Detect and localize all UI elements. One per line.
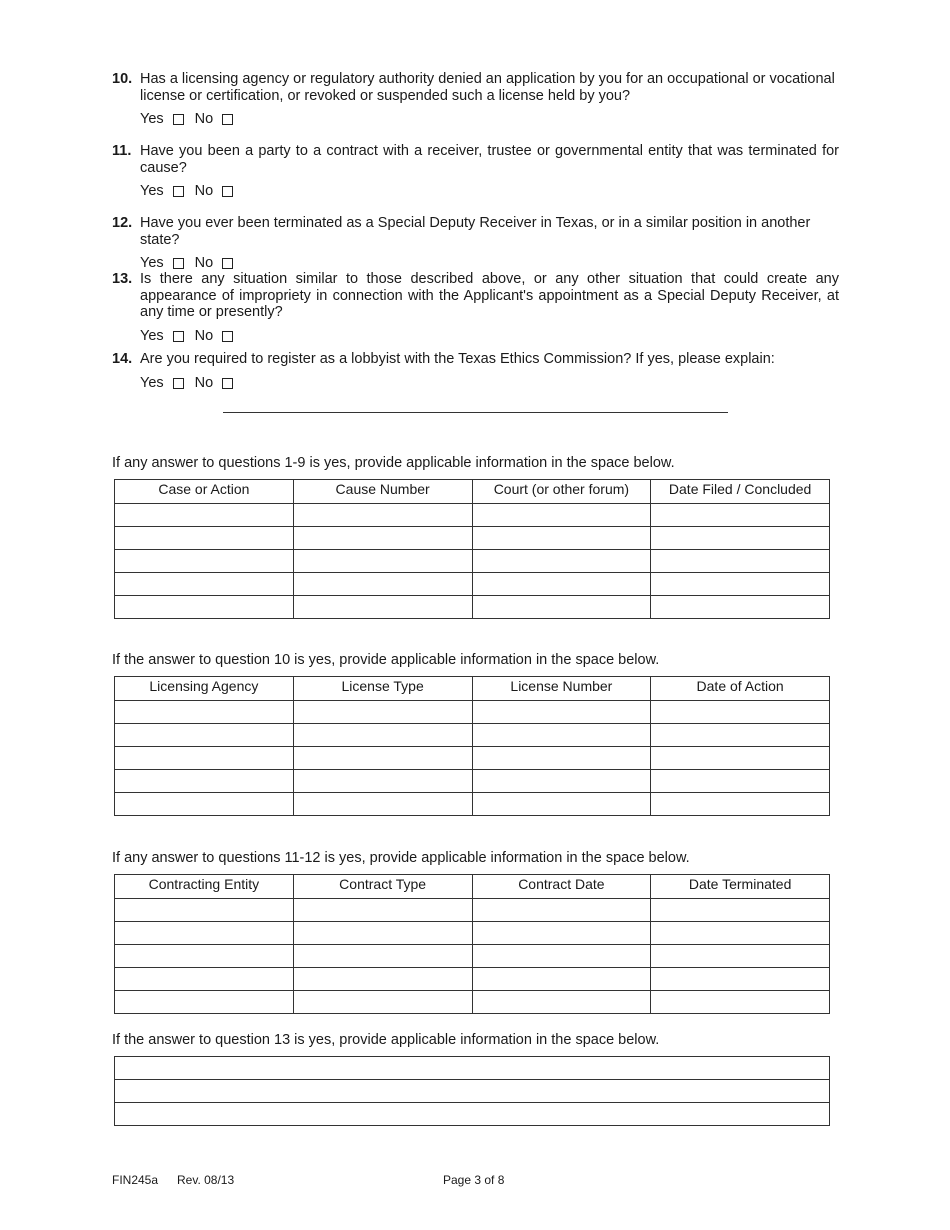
table-cell[interactable] <box>115 1057 830 1080</box>
table-cell[interactable] <box>115 573 294 596</box>
no-checkbox[interactable] <box>222 378 233 389</box>
question-10 <box>112 71 839 128</box>
table-cell[interactable] <box>293 770 472 793</box>
table-cell[interactable] <box>472 701 651 724</box>
table-cell[interactable] <box>472 991 651 1014</box>
table-cell[interactable] <box>472 747 651 770</box>
column-header: License Number <box>472 677 651 701</box>
table-cell[interactable] <box>472 573 651 596</box>
form-revision: Rev. 08/13 <box>177 1173 235 1187</box>
yes-no-group <box>140 328 839 345</box>
table-header-row <box>115 480 830 504</box>
yes-label: Yes <box>140 183 164 200</box>
section-intro: If any answer to questions 11-12 is yes, provide applicable information in the space below. <box>112 850 690 866</box>
table-cell[interactable] <box>115 724 294 747</box>
table-cell[interactable] <box>472 527 651 550</box>
table-cell[interactable] <box>293 991 472 1014</box>
form-id: FIN245a <box>112 1173 159 1187</box>
column-header: Contracting Entity <box>115 875 294 899</box>
table-cell[interactable] <box>472 968 651 991</box>
question-number: 10. <box>112 71 133 87</box>
section-intro: If any answer to questions 1-9 is yes, provide applicable information in the space below. <box>112 455 675 471</box>
table-cell[interactable] <box>651 991 830 1014</box>
question-number: 11. <box>112 143 132 159</box>
table-row <box>115 968 830 991</box>
no-label: No <box>194 255 214 272</box>
table-cell[interactable] <box>472 550 651 573</box>
question-text: Have you been a party to a contract with a receiver, trustee or governmental entity that was terminated for cause? <box>140 143 839 176</box>
column-header: Contract Type <box>293 875 472 899</box>
no-checkbox[interactable] <box>222 186 233 197</box>
table-cell[interactable] <box>472 922 651 945</box>
column-header: License Type <box>293 677 472 701</box>
table-row <box>115 1080 830 1103</box>
table-cell[interactable] <box>651 899 830 922</box>
table-cell[interactable] <box>115 968 294 991</box>
section-intro: If the answer to question 10 is yes, provide applicable information in the space below. <box>112 652 660 668</box>
table-cell[interactable] <box>651 922 830 945</box>
table-cell[interactable] <box>115 527 294 550</box>
yes-checkbox[interactable] <box>173 114 184 125</box>
table-cell[interactable] <box>651 504 830 527</box>
table-cell[interactable] <box>651 747 830 770</box>
table-cell[interactable] <box>472 724 651 747</box>
section-intro: If the answer to question 13 is yes, provide applicable information in the space below. <box>112 1032 660 1048</box>
yes-label: Yes <box>140 111 164 128</box>
table-row <box>115 504 830 527</box>
table-cell[interactable] <box>651 573 830 596</box>
licenses-table <box>114 676 830 816</box>
yes-checkbox[interactable] <box>173 258 184 269</box>
question-number: 14. <box>112 351 133 367</box>
table-cell[interactable] <box>115 1103 830 1126</box>
column-header: Contract Date <box>472 875 651 899</box>
no-label: No <box>194 183 214 200</box>
yes-checkbox[interactable] <box>173 378 184 389</box>
situation-table <box>114 1056 830 1126</box>
yes-no-group <box>140 183 839 200</box>
table-row <box>115 701 830 724</box>
table-row <box>115 793 830 816</box>
table-cell[interactable] <box>651 527 830 550</box>
table-cell[interactable] <box>293 573 472 596</box>
table-cell[interactable] <box>293 922 472 945</box>
question-12 <box>112 215 839 272</box>
table-row <box>115 527 830 550</box>
table-cell[interactable] <box>472 504 651 527</box>
table-cell[interactable] <box>293 504 472 527</box>
yes-checkbox[interactable] <box>173 331 184 342</box>
no-label: No <box>194 111 214 128</box>
table-cell[interactable] <box>293 550 472 573</box>
table-cell[interactable] <box>472 945 651 968</box>
table-cell[interactable] <box>115 504 294 527</box>
contracts-table <box>114 874 830 1014</box>
table-row <box>115 770 830 793</box>
table-cell[interactable] <box>651 724 830 747</box>
table-row <box>115 596 830 619</box>
column-header: Case or Action <box>115 480 294 504</box>
column-header: Cause Number <box>293 480 472 504</box>
table-cell[interactable] <box>293 596 472 619</box>
question-13 <box>112 271 839 345</box>
explanation-line[interactable] <box>223 412 728 413</box>
table-row <box>115 724 830 747</box>
table-cell[interactable] <box>472 793 651 816</box>
yes-checkbox[interactable] <box>173 186 184 197</box>
table-cell[interactable] <box>651 968 830 991</box>
question-text: Are you required to register as a lobbyist with the Texas Ethics Commission? If yes, please explain: <box>140 351 775 367</box>
table-cell[interactable] <box>651 701 830 724</box>
table-row <box>115 899 830 922</box>
table-row <box>115 922 830 945</box>
table-cell[interactable] <box>651 550 830 573</box>
table-cell[interactable] <box>115 550 294 573</box>
table-cell[interactable] <box>115 945 294 968</box>
no-checkbox[interactable] <box>222 258 233 269</box>
column-header: Court (or other forum) <box>472 480 651 504</box>
table-header-row <box>115 677 830 701</box>
table-cell[interactable] <box>293 793 472 816</box>
column-header: Date Filed / Concluded <box>651 480 830 504</box>
table-row <box>115 1057 830 1080</box>
table-row <box>115 945 830 968</box>
cases-table <box>114 479 830 619</box>
table-row <box>115 1103 830 1126</box>
table-row <box>115 747 830 770</box>
yes-label: Yes <box>140 374 164 391</box>
table-cell[interactable] <box>293 899 472 922</box>
no-checkbox[interactable] <box>222 331 233 342</box>
table-cell[interactable] <box>115 701 294 724</box>
table-cell[interactable] <box>472 596 651 619</box>
table-cell[interactable] <box>115 1080 830 1103</box>
table-cell[interactable] <box>472 770 651 793</box>
yes-label: Yes <box>140 255 164 272</box>
table-cell[interactable] <box>115 596 294 619</box>
table-row <box>115 550 830 573</box>
no-label: No <box>194 327 214 344</box>
table-cell[interactable] <box>651 945 830 968</box>
table-cell[interactable] <box>651 596 830 619</box>
yes-no-group <box>140 375 839 392</box>
table-cell[interactable] <box>115 747 294 770</box>
table-cell[interactable] <box>293 945 472 968</box>
table-cell[interactable] <box>115 922 294 945</box>
table-cell[interactable] <box>293 701 472 724</box>
question-text: Is there any situation similar to those described above, or any other situation that could create any appearance of impropriety in connection with the Applicant's appointment as a Special Deputy Receiver, at any time or presently? <box>140 271 839 320</box>
yes-label: Yes <box>140 327 164 344</box>
question-14 <box>112 351 839 392</box>
table-cell[interactable] <box>293 968 472 991</box>
table-cell[interactable] <box>293 747 472 770</box>
table-cell[interactable] <box>651 793 830 816</box>
question-text: Has a licensing agency or regulatory authority denied an application by you for an occupational or vocational license or certification, or revoked or suspended such a license held by you? <box>140 71 835 104</box>
table-row <box>115 991 830 1014</box>
question-number: 13. <box>112 271 133 287</box>
table-cell[interactable] <box>115 770 294 793</box>
table-cell[interactable] <box>472 899 651 922</box>
table-row <box>115 573 830 596</box>
question-11 <box>112 143 839 200</box>
table-cell[interactable] <box>293 724 472 747</box>
table-cell[interactable] <box>115 991 294 1014</box>
yes-no-group <box>140 111 839 128</box>
column-header: Licensing Agency <box>115 677 294 701</box>
question-text: Have you ever been terminated as a Special Deputy Receiver in Texas, or in a similar position in another state? <box>140 215 811 248</box>
table-cell[interactable] <box>115 899 294 922</box>
table-cell[interactable] <box>115 793 294 816</box>
page-number: Page 3 of 8 <box>443 1173 505 1187</box>
column-header: Date Terminated <box>651 875 830 899</box>
no-checkbox[interactable] <box>222 114 233 125</box>
yes-no-group <box>140 255 839 272</box>
question-number: 12. <box>112 215 133 231</box>
table-cell[interactable] <box>293 527 472 550</box>
table-cell[interactable] <box>651 770 830 793</box>
column-header: Date of Action <box>651 677 830 701</box>
table-header-row <box>115 875 830 899</box>
no-label: No <box>194 374 214 391</box>
